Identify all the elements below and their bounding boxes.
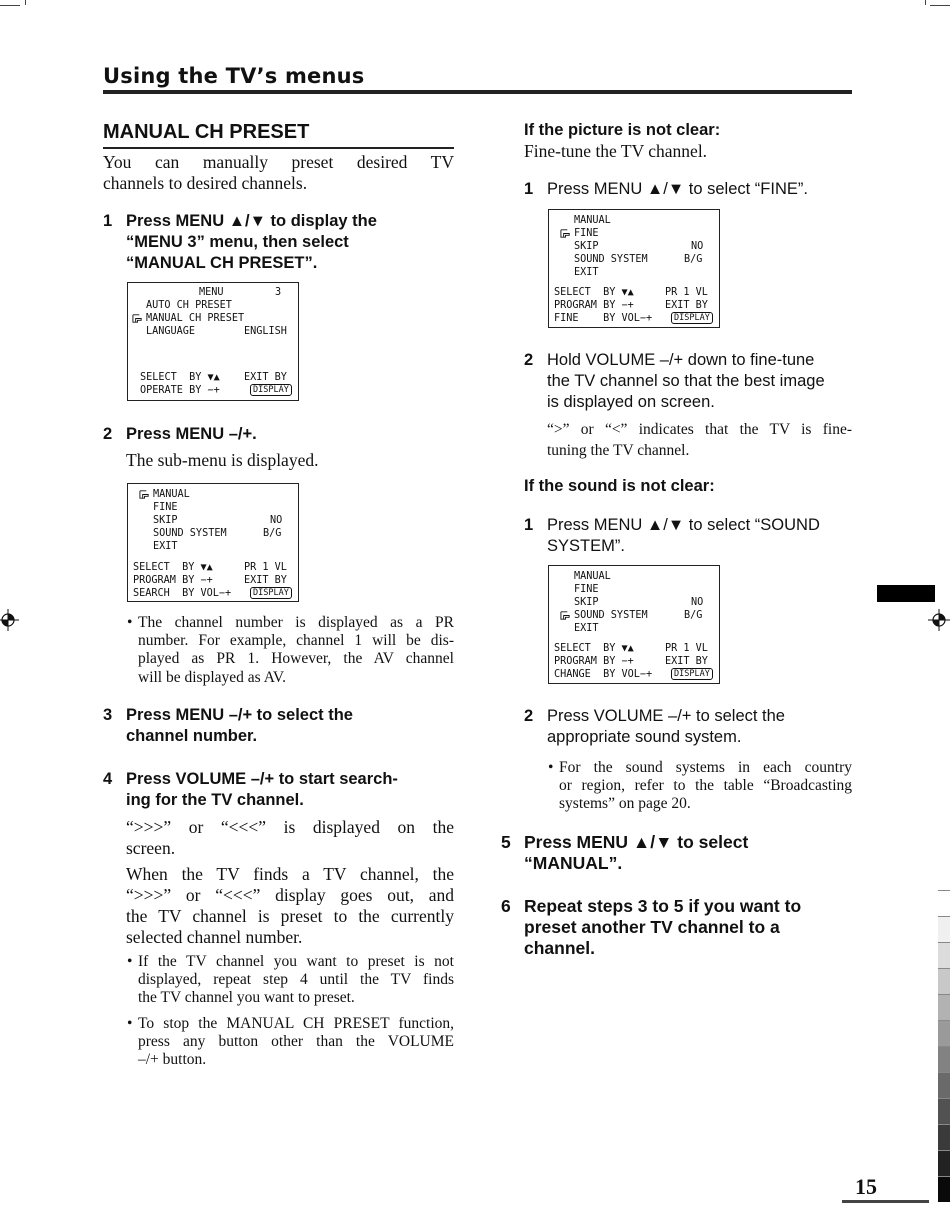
picture-subheading: Fine-tune the TV channel. bbox=[524, 141, 708, 161]
step-3: 3 Press MENU –/+ to select the channel number. bbox=[103, 706, 353, 745]
gray-swatch bbox=[938, 1098, 950, 1124]
gray-swatch bbox=[938, 1124, 950, 1150]
step-number: 5 bbox=[501, 832, 511, 852]
sound-heading: If the sound is not clear: bbox=[524, 477, 715, 495]
page-number: 15 bbox=[855, 1174, 877, 1199]
step-6: 6 Repeat steps 3 to 5 if you want to preset another TV channel to a channel. bbox=[501, 896, 802, 958]
header-rule bbox=[103, 90, 852, 94]
section-title: MANUAL CH PRESET bbox=[103, 121, 310, 143]
hand-pointer-icon bbox=[560, 610, 571, 621]
sound-step-2: 2 Press VOLUME –/+ to select the appropriate sound system. bbox=[524, 707, 785, 746]
hand-pointer-icon bbox=[560, 228, 571, 239]
step-number: 3 bbox=[103, 706, 113, 724]
intro-text: You can manually preset desired TV channels to desired channels. bbox=[103, 152, 454, 193]
page-number-rule bbox=[842, 1200, 929, 1203]
gray-swatch bbox=[938, 968, 950, 994]
gray-swatch bbox=[938, 942, 950, 968]
registration-mark-icon bbox=[0, 609, 19, 631]
step-number: 1 bbox=[524, 180, 534, 198]
note-repeat-step-4: • If the TV channel you want to preset is not displayed, repeat step 4 until the TV finds the TV channel you want to preset. bbox=[127, 953, 454, 1007]
gray-swatch bbox=[938, 1072, 950, 1098]
gray-swatch bbox=[938, 994, 950, 1020]
picture-step-1: 1 Press MENU ▲/▼ to select “FINE”. bbox=[524, 180, 808, 198]
step-4: 4 Press VOLUME –/+ to start search- ing for the TV channel. bbox=[103, 770, 398, 809]
gray-swatch bbox=[938, 1150, 950, 1176]
note-pr-number: • The channel number is displayed as a PR number. For example, channel 1 will be dis- played as PR 1. However, the AV channel will be displayed as AV. bbox=[127, 614, 454, 686]
display-button-label: DISPLAY bbox=[250, 587, 292, 599]
crop-mark bbox=[0, 5, 20, 6]
display-button-label: DISPLAY bbox=[671, 312, 713, 324]
gray-swatch bbox=[938, 1176, 950, 1202]
crop-mark bbox=[925, 0, 926, 5]
section-tab-marker bbox=[877, 585, 935, 602]
step-number: 2 bbox=[103, 425, 113, 443]
registration-mark-icon bbox=[928, 609, 950, 631]
gray-swatch bbox=[938, 916, 950, 942]
picture-heading: If the picture is not clear: bbox=[524, 121, 721, 139]
crop-mark bbox=[25, 0, 26, 5]
section-rule bbox=[103, 147, 454, 149]
step-number: 1 bbox=[103, 212, 113, 230]
osd-menu-3: MENU 3 AUTO CH PRESET MANUAL CH PRESET LANGUAGE ENGLISH SELECT BY ▼▲ EXIT BY OPERATE BY −+ DISPLAY bbox=[127, 282, 299, 401]
gray-scale-strip bbox=[938, 890, 950, 1203]
note-broadcasting-systems: • For the sound systems in each country or region, refer to the table “Broadcasting systems” on page 20. bbox=[548, 759, 852, 813]
osd-sound-system: MANUAL FINE SKIP NO SOUND SYSTEM B/G EXIT SELECT BY ▼▲ PR 1 VL PROGRAM BY −+ EXIT BY CHANGE BY VOL−+ DISPLAY bbox=[548, 565, 720, 684]
hand-pointer-icon bbox=[132, 313, 143, 324]
gray-swatch bbox=[938, 1046, 950, 1072]
display-button-label: DISPLAY bbox=[250, 384, 292, 396]
step-number: 2 bbox=[524, 351, 534, 369]
step-4-description: “>>>” or “<<<” is displayed on the screen. When the TV finds a TV channel, the “>>>” or “<<<” display goes out, and the TV channel is preset to the currently selected channel number. bbox=[126, 817, 454, 947]
osd-manual-search: MANUAL FINE SKIP NO SOUND SYSTEM B/G EXIT SELECT BY ▼▲ PR 1 VL PROGRAM BY −+ EXIT BY SEARCH BY VOL−+ DISPLAY bbox=[127, 483, 299, 602]
note-stop-preset: • To stop the MANUAL CH PRESET function, press any button other than the VOLUME –/+ button. bbox=[127, 1015, 454, 1069]
step-number: 6 bbox=[501, 896, 511, 916]
step-number: 2 bbox=[524, 707, 534, 725]
sound-step-1: 1 Press MENU ▲/▼ to select “SOUND SYSTEM”. bbox=[524, 516, 820, 555]
step-5: 5 Press MENU ▲/▼ to select “MANUAL”. bbox=[501, 832, 749, 873]
step-2: 2 Press MENU –/+. The sub-menu is displayed. bbox=[103, 425, 319, 470]
step-number: 1 bbox=[524, 516, 534, 534]
step-1: 1 Press MENU ▲/▼ to display the “MENU 3” menu, then select “MANUAL CH PRESET”. bbox=[103, 212, 377, 272]
gray-swatch bbox=[938, 890, 950, 916]
display-button-label: DISPLAY bbox=[671, 668, 713, 680]
crop-mark bbox=[930, 5, 950, 6]
gray-swatch bbox=[938, 1020, 950, 1046]
page-header: Using the TV’s menus bbox=[103, 64, 365, 88]
hand-pointer-icon bbox=[139, 489, 150, 500]
osd-fine: MANUAL FINE SKIP NO SOUND SYSTEM B/G EXIT SELECT BY ▼▲ PR 1 VL PROGRAM BY −+ EXIT BY FINE BY VOL−+ DISPLAY bbox=[548, 209, 720, 328]
picture-step-2: 2 Hold VOLUME –/+ down to fine-tune the TV channel so that the best image is displayed on screen. “>” or “<” indicates that the TV is fine- tuning the TV channel. bbox=[524, 351, 852, 459]
step-number: 4 bbox=[103, 770, 113, 788]
